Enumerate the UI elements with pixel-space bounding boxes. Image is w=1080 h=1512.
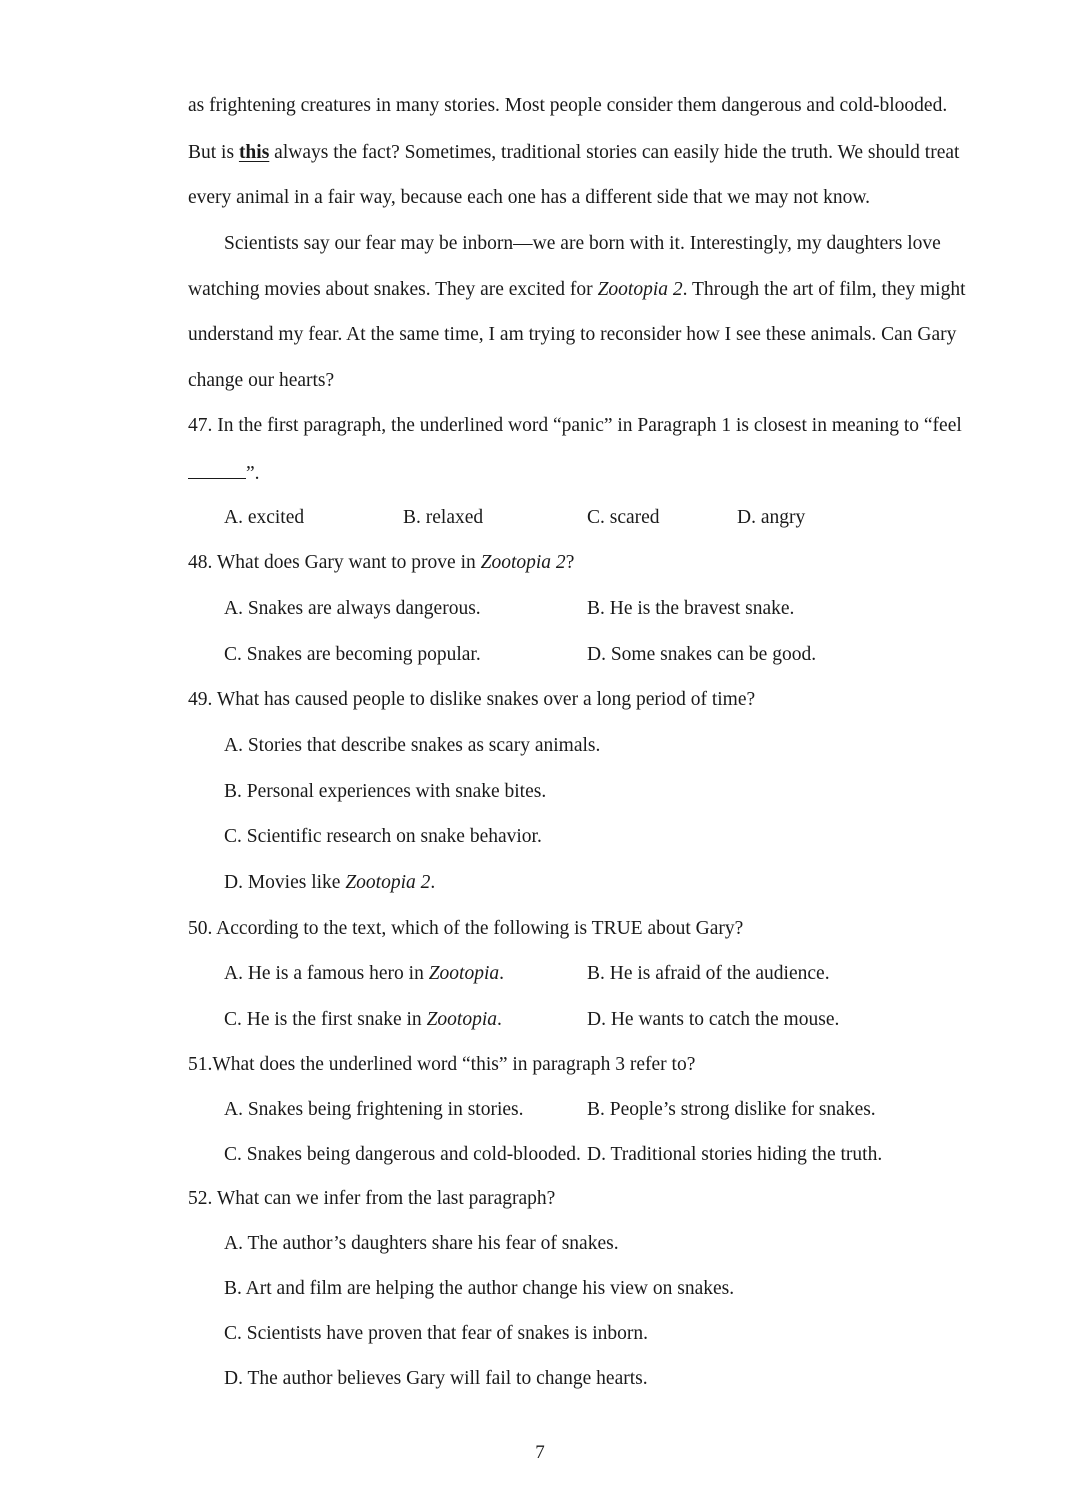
q50-option-b: B. He is afraid of the audience. <box>587 963 830 984</box>
q51-option-b: B. People’s strong dislike for snakes. <box>587 1099 876 1120</box>
q47-option-b: B. relaxed <box>403 507 484 528</box>
q50-option-a-text: A. He is a famous hero in <box>224 963 429 984</box>
q47-stem: 47. In the first paragraph, the underlined word “panic” in Paragraph 1 is closest in meaning to “feel <box>188 415 962 436</box>
passage-text: . Through the art of film, they might <box>682 279 966 300</box>
q49-stem: 49. What has caused people to dislike snakes over a long period of time? <box>188 689 756 710</box>
passage-text: watching movies about snakes. They are excited for <box>188 279 598 300</box>
passage-p1-line2 <box>188 141 960 165</box>
q48-stem-text: ? <box>565 552 575 573</box>
q49-option-d-text: D. Movies like <box>224 872 346 893</box>
q51-option-d: D. Traditional stories hiding the truth. <box>587 1144 883 1165</box>
q52-stem: 52. What can we infer from the last paragraph? <box>188 1188 556 1209</box>
page-number: 7 <box>535 1442 545 1463</box>
movie-title: Zootopia 2 <box>597 279 683 300</box>
movie-title: Zootopia <box>428 963 500 984</box>
q48-stem-text: 48. What does Gary want to prove in <box>188 552 481 573</box>
q51-option-c: C. Snakes being dangerous and cold-blooded. <box>224 1144 581 1165</box>
q51-stem: 51.What does the underlined word “this” in paragraph 3 refer to? <box>188 1054 696 1075</box>
q49-option-c: C. Scientific research on snake behavior. <box>224 826 542 847</box>
movie-title: Zootopia <box>426 1009 497 1030</box>
q47-option-a: A. excited <box>224 507 305 528</box>
q48-stem <box>188 551 574 575</box>
passage-p2-line1: Scientists say our fear may be inborn—we are born with it. Interestingly, my daughters love <box>224 233 941 254</box>
q48-option-d: D. Some snakes can be good. <box>587 644 817 665</box>
q49-option-d <box>224 871 435 895</box>
q51-option-a: A. Snakes being frightening in stories. <box>224 1099 524 1120</box>
q48-option-b: B. He is the bravest snake. <box>587 598 795 619</box>
q50-option-a-text: . <box>499 963 505 984</box>
movie-title: Zootopia 2 <box>480 552 566 573</box>
answer-blank <box>188 460 246 479</box>
q48-option-a: A. Snakes are always dangerous. <box>224 598 481 619</box>
q52-option-d: D. The author believes Gary will fail to change hearts. <box>224 1368 648 1389</box>
q50-stem: 50. According to the text, which of the following is TRUE about Gary? <box>188 918 744 939</box>
q47-option-c: C. scared <box>587 507 660 528</box>
passage-p1-line3: every animal in a fair way, because each one has a different side that we may not know. <box>188 187 871 208</box>
passage-text: But is <box>188 142 239 163</box>
passage-p1-line1: as frightening creatures in many stories. Most people consider them dangerous and cold-blooded. <box>188 95 948 116</box>
q47-stem-end: ”. <box>246 463 260 484</box>
q52-option-c: C. Scientists have proven that fear of snakes is inborn. <box>224 1323 649 1344</box>
passage-p2-line3: understand my fear. At the same time, I am trying to reconsider how I see these animals. Can Gary <box>188 324 957 345</box>
q47-option-d: D. angry <box>737 507 806 528</box>
q49-option-a: A. Stories that describe snakes as scary animals. <box>224 735 601 756</box>
q48-option-c: C. Snakes are becoming popular. <box>224 644 481 665</box>
q49-option-b: B. Personal experiences with snake bites. <box>224 781 547 802</box>
q50-option-c <box>224 1008 502 1032</box>
underlined-word-this: this <box>238 142 270 163</box>
q50-option-c-text: C. He is the first snake in <box>224 1009 427 1030</box>
q49-option-d-text: . <box>430 872 436 893</box>
passage-p2-line2 <box>188 278 966 302</box>
q47-stem-line2 <box>188 460 260 486</box>
passage-text: always the fact? Sometimes, traditional stories can easily hide the truth. We should treat <box>269 142 960 163</box>
q52-option-a: A. The author’s daughters share his fear of snakes. <box>224 1233 619 1254</box>
movie-title: Zootopia 2 <box>345 872 431 893</box>
q50-option-a <box>224 962 504 986</box>
q50-option-d: D. He wants to catch the mouse. <box>587 1009 840 1030</box>
passage-p2-line4: change our hearts? <box>188 370 335 391</box>
q50-option-c-text: . <box>497 1009 502 1030</box>
q52-option-b: B. Art and film are helping the author change his view on snakes. <box>224 1278 735 1299</box>
